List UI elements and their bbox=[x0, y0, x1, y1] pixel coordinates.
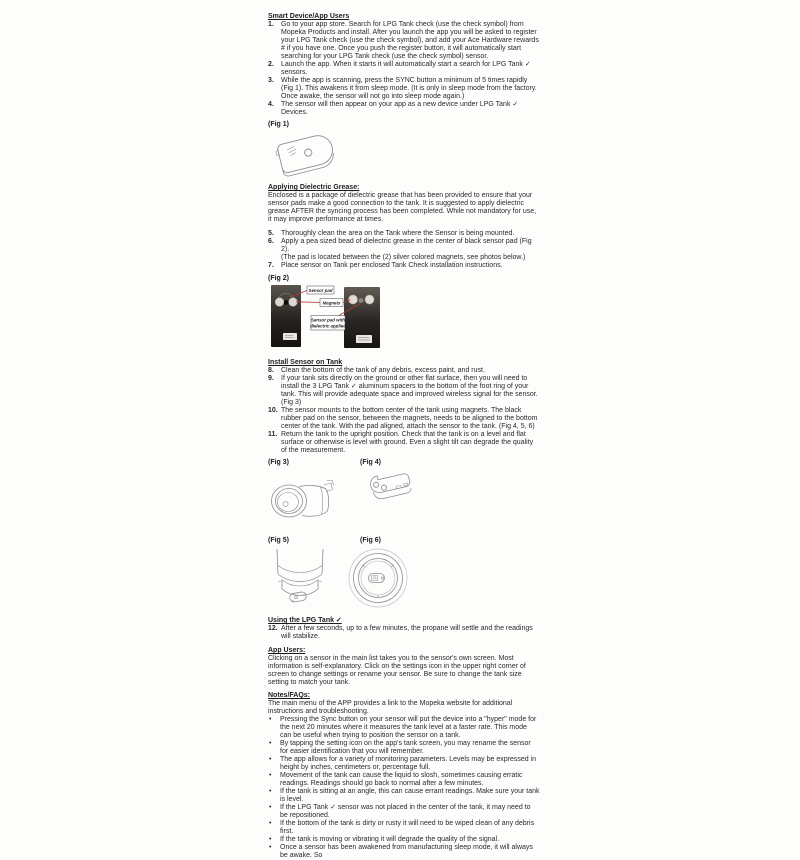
list-item bbox=[268, 101, 540, 117]
bullet-text: If the tank is moving or vibrating it will degrade the quality of the signal. bbox=[280, 836, 500, 843]
item-text: Launch the app. When it starts it will automatically start a search for LPG Tank ✓ sensors. bbox=[281, 61, 531, 76]
fig4-label: (Fig 4) bbox=[360, 459, 381, 466]
photo-sensor-back-with-grease bbox=[344, 287, 380, 348]
bullet-item bbox=[268, 788, 540, 804]
notes-bullet-list bbox=[268, 716, 540, 860]
heading-app-users: App Users: bbox=[268, 647, 306, 654]
list-item bbox=[268, 407, 540, 431]
fig2-sensor-pad-photos bbox=[268, 285, 418, 349]
list-item bbox=[268, 77, 540, 101]
instruction-sheet bbox=[268, 13, 540, 860]
heading-install-sensor-on-tank: Install Sensor on Tank bbox=[268, 359, 343, 366]
grease-dab bbox=[359, 298, 364, 303]
item-text: Go to your app store. Search for LPG Tank check (use the check symbol) from Mopeka Products and install. After you launch the app you will be asked to register your LPG Tank check (use the check symbol), and add your Ace Hardware rewards # if you have one. Once you push the register button, it will automatically start searching for your LPG Tank check (use the check symbol) sensor. bbox=[281, 21, 539, 60]
bullet-item bbox=[268, 756, 540, 772]
callout-sensor-pad bbox=[307, 286, 334, 294]
item-number: 10. bbox=[268, 407, 278, 414]
item-number: 9. bbox=[268, 375, 274, 382]
fig1-sensor-drawing bbox=[268, 131, 342, 181]
item-number: 7. bbox=[268, 262, 274, 269]
heading-using-the-lpg-tank: Using the LPG Tank ✓ bbox=[268, 617, 342, 624]
bullet-text: If the tank is sitting at an angle, this can cause errant readings. Make sure your tank is level. bbox=[280, 788, 540, 803]
bullet-item bbox=[268, 772, 540, 788]
bullet-item bbox=[268, 820, 540, 836]
label-sticker bbox=[356, 335, 372, 343]
label-sticker bbox=[283, 333, 297, 340]
item-text: If your tank sits directly on the ground or other flat surface, then you will need to install the 3 LPG Tank ✓ aluminum spacers to the bottom of the foot ring of your tank. This will provide adequate space and improved wireless signal for the sensor. (Fig 3) bbox=[281, 375, 538, 406]
bullet-item bbox=[268, 804, 540, 820]
callout-dielectric bbox=[310, 316, 346, 331]
item-number: 1. bbox=[268, 21, 274, 28]
bullet-item bbox=[268, 716, 540, 740]
list-item bbox=[268, 625, 540, 641]
item-number: 12. bbox=[268, 625, 278, 632]
bullet-marker: • bbox=[269, 788, 272, 795]
item-text: While the app is scanning, press the SYNC button a minimum of 5 times rapidly (Fig 1). This awakens it from sleep mode. (It is only in sleep mode from the factory. Once awake, the sensor will not go into sleep mode again.) bbox=[281, 77, 537, 100]
list-item bbox=[268, 367, 540, 375]
list-item bbox=[268, 21, 540, 61]
bullet-text: Movement of the tank can cause the liquid to slosh, sometimes causing erratic readings. Readings should go back to normal after a few minutes. bbox=[280, 772, 523, 787]
notes-intro: The main menu of the APP provides a link to the Mopeka website for additional instructions and troubleshooting. bbox=[268, 700, 513, 715]
item-text-line1: Apply a pea sized bead of dielectric grease in the center of black sensor pad (Fig 2). bbox=[281, 238, 532, 253]
fig3-label: (Fig 3) bbox=[268, 459, 289, 466]
magnet-left bbox=[348, 295, 357, 304]
fig5-fig6-labels bbox=[268, 537, 540, 545]
list-item bbox=[268, 431, 540, 455]
fig2-label: (Fig 2) bbox=[268, 275, 289, 282]
item-number: 6. bbox=[268, 238, 274, 245]
item-number: 3. bbox=[268, 77, 274, 84]
item-number: 8. bbox=[268, 367, 274, 374]
bullet-text: Pressing the Sync button on your sensor will put the device into a "hyper" mode for the next 20 minutes where it measures the tank level at a faster rate. This mode can be useful when trying to position the sensor on a tank. bbox=[280, 716, 537, 739]
item-number: 2. bbox=[268, 61, 274, 68]
bullet-item bbox=[268, 836, 540, 844]
list-item bbox=[268, 375, 540, 407]
bullet-marker: • bbox=[269, 844, 272, 851]
item-text: The sensor will then appear on your app as a new device under LPG Tank ✓ Devices. bbox=[281, 101, 519, 116]
smart-device-list bbox=[268, 21, 540, 117]
item-text: Place sensor on Tank per enclosed Tank Check installation instructions. bbox=[281, 262, 503, 269]
callout-sensor-pad-text: Sensor pad bbox=[308, 287, 333, 293]
bullet-marker: • bbox=[269, 804, 272, 811]
bullet-marker: • bbox=[269, 756, 272, 763]
grease-intro: Enclosed is a package of dielectric grease that has been provided to ensure that your sensor pads make a good connection to the tank. It is suggested to apply dielectric grease AFTER the syncing process has been completed. While not mandatory for use, it may improve performance at times. bbox=[268, 192, 537, 223]
magnet-right bbox=[365, 295, 374, 304]
bullet-text: The app allows for a variety of monitoring parameters. Levels may be expressed in height by inches, centimeters or, percentage full. bbox=[280, 756, 537, 771]
fig3-fig4-labels bbox=[268, 459, 540, 467]
fig5-label: (Fig 5) bbox=[268, 537, 289, 544]
bullet-marker: • bbox=[269, 716, 272, 723]
bullet-marker: • bbox=[269, 836, 272, 843]
bullet-marker: • bbox=[269, 772, 272, 779]
fig3-tank-on-side-drawing bbox=[268, 469, 338, 525]
item-text bbox=[281, 238, 540, 262]
bullet-marker: • bbox=[269, 820, 272, 827]
item-text: After a few seconds, up to a few minutes, the propane will settle and the readings will stabilize. bbox=[281, 625, 533, 640]
app-users-text: Clicking on a sensor in the main list takes you to the sensor's own screen. Most information is self-explanatory. Click on the settings icon in the upper right corner of screen to change settings or rename your sensor. Be sure to change the tank size setting to match your tank. bbox=[268, 655, 526, 686]
fig5-fig6-row bbox=[268, 547, 540, 611]
magnet-left bbox=[275, 298, 284, 307]
heading-notes-faqs: Notes/FAQs: bbox=[268, 692, 311, 699]
item-number: 11. bbox=[268, 431, 278, 438]
bullet-text: Once a sensor has been awakened from manufacturing sleep mode, it will always be awake. So bbox=[280, 844, 533, 859]
bullet-text: If the bottom of the tank is dirty or rusty it will need to be wiped clean of any debris first. bbox=[280, 820, 535, 835]
bullet-item bbox=[268, 740, 540, 756]
item-text-line2: (The pad is located between the (2) silver colored magnets, see photos below.) bbox=[281, 254, 526, 261]
fig6-label: (Fig 6) bbox=[360, 537, 381, 544]
grease-list bbox=[268, 230, 540, 270]
callout-dielectric-text-line1: Sensor pad with bbox=[311, 317, 345, 323]
fig3-fig4-row bbox=[268, 469, 540, 525]
item-number: 5. bbox=[268, 230, 274, 237]
fig4-sensor-bottom-drawing bbox=[360, 469, 422, 505]
item-text: The sensor mounts to the bottom center of the tank using magnets. The black rubber pad on the sensor, between the magnets, needs to be aligned to the bottom center of the tank. With the pad aligned, attach the sensor to the tank. (Fig 4, 5, 6) bbox=[281, 407, 538, 430]
heading-smart-device-app-users: Smart Device/App Users bbox=[268, 13, 350, 20]
bullet-item bbox=[268, 844, 540, 860]
heading-applying-dielectric-grease: Applying Dielectric Grease: bbox=[268, 184, 360, 191]
list-item bbox=[268, 61, 540, 77]
list-item bbox=[268, 262, 540, 270]
item-text: Return the tank to the upright position. Check that the tank is on a level and flat surface or otherwise is level with ground. Even a slight tilt can degrade the quality of the measurement. bbox=[281, 431, 534, 454]
item-number: 4. bbox=[268, 101, 274, 108]
fig1-label: (Fig 1) bbox=[268, 121, 289, 128]
callout-magnets bbox=[320, 299, 343, 307]
callout-dielectric-text-line2: dielectric applied bbox=[310, 323, 346, 329]
bullet-marker: • bbox=[269, 740, 272, 747]
fig6-tank-bottom-view-drawing bbox=[346, 547, 410, 611]
callout-magnets-text: Magnets bbox=[322, 300, 341, 306]
list-item bbox=[268, 230, 540, 238]
item-text: Thoroughly clean the area on the Tank where the Sensor is being mounted. bbox=[281, 230, 515, 237]
item-text: Clean the bottom of the tank of any debris, excess paint, and rust. bbox=[281, 367, 485, 374]
bullet-text: By tapping the setting icon on the app's tank screen, you may rename the sensor for easier identification that you will remember. bbox=[280, 740, 531, 755]
install-list bbox=[268, 367, 540, 455]
fig5-tank-bottom-side-drawing bbox=[268, 547, 332, 609]
bullet-text: If the LPG Tank ✓ sensor was not placed in the center of the tank, it may need to be repositioned. bbox=[280, 804, 531, 819]
list-item bbox=[268, 238, 540, 262]
